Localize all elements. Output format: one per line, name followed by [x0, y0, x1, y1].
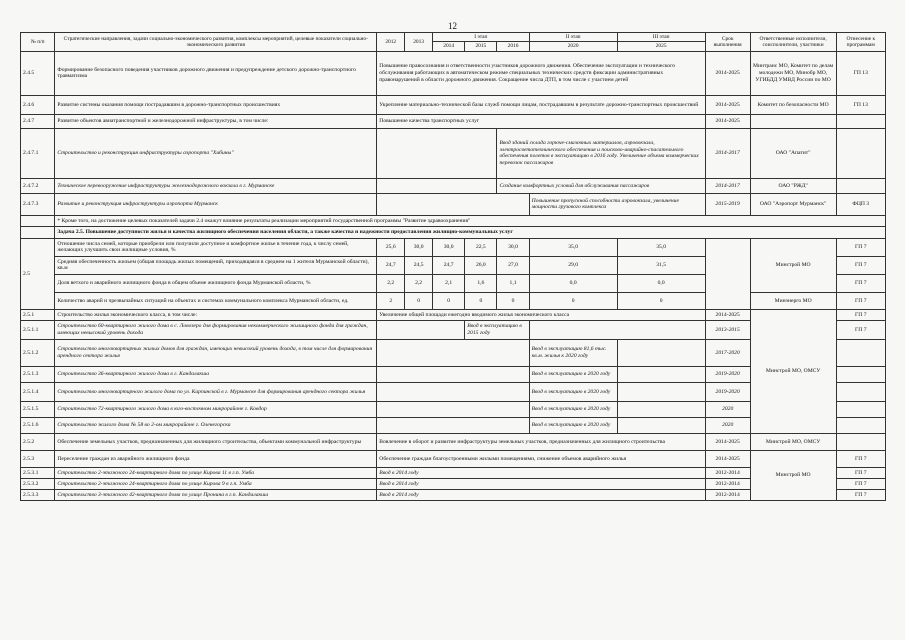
row-description: Укрепление материально-технической базы служб помощи лицам, пострадавшим в результате дорожно-транспортных происшествий — [377, 95, 705, 114]
row-name: Строительство жилого дома № 58 во 2-ом микрорайоне г. Оленегорска — [55, 417, 377, 433]
row-program: ГП 7 — [836, 489, 885, 500]
row-program: ГП 7 — [836, 320, 885, 339]
task-heading: Задача 2.5. Повышение доступности жилья и качества жилищного обеспечения населения области, а также качества и надежности предоставления жилищно-коммунальных услуг — [55, 226, 886, 238]
row-term: 2014-2025 — [705, 433, 750, 450]
row-name: Строительство жилья экономического класса, в том числе: — [55, 309, 377, 320]
value-2012: 24,7 — [377, 256, 405, 274]
row-number: 2.5.1.6 — [21, 417, 55, 433]
value-2025: 0,0 — [617, 274, 705, 292]
header-2013: 2013 — [405, 33, 433, 52]
page-number: 12 — [448, 21, 457, 31]
header-stage-2: II этап — [529, 33, 617, 42]
row-term: 2014-2025 — [705, 51, 750, 95]
row-description: Ввод в 2014 году — [377, 478, 705, 489]
row-term: 2019-2020 — [705, 366, 750, 382]
header-2015: 2015 — [465, 42, 497, 51]
row-description: Ввод в эксплуатацию в 2020 году — [529, 366, 617, 382]
table-row — [21, 95, 886, 114]
value-2014: 30,0 — [433, 238, 465, 256]
row-program: ГП 7 — [836, 478, 885, 489]
row-program: ГП 7 — [836, 309, 885, 320]
row-number: 2.5.3.1 — [21, 467, 55, 478]
row-description: Ввод в эксплуатацию в 2020 году — [529, 382, 617, 401]
row-term: 2012-2014 — [705, 478, 750, 489]
row-term: 2019-2020 — [705, 382, 750, 401]
row-name: Строительство 72-квартирного жилого дома в юго-восточном микрорайоне г. Ковдор — [55, 401, 377, 417]
value-2020: 35,0 — [529, 238, 617, 256]
row-program: ГП 7 — [836, 274, 885, 292]
header-2020: 2020 — [529, 42, 617, 51]
row-number: 2.5.1.2 — [21, 339, 55, 366]
row-program: ГП 13 — [836, 95, 885, 114]
row-name: Формирование безопасного поведения участников дорожного движения и предупреждение детского дорожно-транспортного травматизма — [55, 51, 377, 95]
table-row — [21, 114, 886, 128]
value-2013: 30,0 — [405, 238, 433, 256]
row-name: Строительство 2-этажного 24-квартирного дома по улице Кирова 9 в г.п. Умба — [55, 478, 377, 489]
table-row — [21, 450, 886, 467]
table-row — [21, 128, 886, 178]
plan-table — [20, 32, 886, 501]
row-description: Ввод зданий склада горюче-смазочных материалов, аэровокзала, электросветотехнического обеспечения и поисково-аварийно-спасательного обеспечения полетов в эксплуатацию в 2016 году. Увеличение объема коммерческих перевозок пассажиров — [497, 128, 705, 178]
row-program: ГП 7 — [836, 238, 885, 256]
row-description: Ввод в 2014 году — [377, 467, 705, 478]
header-responsible: Ответственные исполнители, соисполнители, участники — [750, 33, 836, 52]
footnote: * Кроме того, на достижение целевых показателей задачи 2.4 окажут влияние результаты реализации мероприятий государственной программы "Развитие здравоохранения" — [55, 215, 886, 226]
row-program: ГП 7 — [836, 467, 885, 478]
value-2014: 0 — [433, 292, 465, 309]
row-term: 2014-2025 — [705, 114, 750, 128]
row-term: 2015-2019 — [705, 193, 750, 215]
row-responsible: ОАО "Аэропорт Мурманск" — [750, 193, 836, 215]
row-term: 2017-2020 — [705, 339, 750, 366]
row-program: ГП 7 — [836, 256, 885, 274]
row-description: Ввод в эксплуатацию в 2020 году — [529, 401, 617, 417]
table-row — [21, 51, 886, 95]
row-term: 2013-2015 — [705, 320, 750, 339]
header-term: Срок выполнения — [705, 33, 750, 52]
row-name: Строительство 36-квартирного жилого дома в г. Кандалакша — [55, 366, 377, 382]
row-name: Развитие объектов авиатранспортной и железнодорожной инфраструктуры, в том числе: — [55, 114, 377, 128]
value-2013: 0 — [405, 292, 433, 309]
row-responsible: Минстрой МО, ОМСУ — [750, 433, 836, 450]
value-2013: 24,5 — [405, 256, 433, 274]
header-stage-1: I этап — [433, 33, 530, 42]
row-term: 2012-2014 — [705, 467, 750, 478]
row-description: Вовлечение в оборот и развитие инфраструктуры земельных участков, предназначенных для жилищного строительства — [377, 433, 705, 450]
value-2025: 35,0 — [617, 238, 705, 256]
row-number: 2.5.2 — [21, 433, 55, 450]
note-row — [21, 215, 886, 226]
row-number: 2.5.1.5 — [21, 401, 55, 417]
row-description: Повышение качества транспортных услуг — [377, 114, 705, 128]
row-number: 2.5.1 — [21, 309, 55, 320]
row-responsible: Минстрой МО, ОМСУ — [750, 309, 836, 433]
value-2013: 2,2 — [405, 274, 433, 292]
row-name: Строительство 60-квартирного жилого дома в с. Ловозеро для формирования некоммерческого жилищного фонда для граждан, имеющих невысокий уровень дохода — [55, 320, 377, 339]
value-2016: 0 — [497, 292, 529, 309]
indicator-name: Доля ветхого и аварийного жилищного фонда в общем объеме жилищного фонда Мурманской области, % — [55, 274, 377, 292]
row-name: Развитие системы оказания помощи пострадавшим в дорожно-транспортных происшествиях — [55, 95, 377, 114]
table-row — [21, 193, 886, 215]
row-number: 2.5 — [21, 238, 55, 309]
row-term: 2014-2025 — [705, 95, 750, 114]
row-name: Строительство многоквартирного жилого дома по ул. Карпинской в г. Мурманске для формирования арендного сектора жилья — [55, 382, 377, 401]
header-direction: Стратегические направления, задачи социально-экономического развития, комплексы мероприятий, целевые показатели социально-экономического развития — [55, 33, 377, 52]
value-2016: 30,0 — [497, 238, 529, 256]
indicator-name: Количество аварий и чрезвычайных ситуаций на объектах и системах коммунального комплекса Мурманской области, ед. — [55, 292, 377, 309]
row-description: Повышение правосознания и ответственности участников дорожного движения. Обеспечение эксплуатации и технического обслуживания работающих в автоматическом режиме специальных технических средств фиксации административных правонарушений в области дорожного движения. Сокращение числа ДТП, в том числе с участием детей — [377, 51, 705, 95]
header-2012: 2012 — [377, 33, 405, 52]
row-name: Строительство 2-этажного 24-квартирного дома по улице Кирова 11 в г.п. Умба — [55, 467, 377, 478]
row-description: Ввод в эксплуатацию 81,6 тыс. кв.м. жилья к 2020 году — [529, 339, 617, 366]
row-term: 2014-2017 — [705, 178, 750, 193]
row-responsible: ОАО "Апатит" — [750, 128, 836, 178]
row-number: 2.4.5 — [21, 51, 55, 95]
task-row — [21, 226, 886, 238]
value-2015: 1,6 — [465, 274, 497, 292]
value-2014: 2,1 — [433, 274, 465, 292]
row-responsible: Минстрой МО — [750, 238, 836, 292]
indicator-row — [21, 292, 886, 309]
indicator-name: Средняя обеспеченность жильем (общая площадь жилых помещений, приходящаяся в среднем на 1 жителя Мурманской области), кв.м — [55, 256, 377, 274]
row-number: 2.4.6 — [21, 95, 55, 114]
row-responsible: ОАО "РЖД" — [750, 178, 836, 193]
indicator-row — [21, 238, 886, 256]
row-term: 2014-2025 — [705, 309, 750, 320]
value-2012: 2,2 — [377, 274, 405, 292]
row-number: 2.5.1.1 — [21, 320, 55, 339]
table-row — [21, 309, 886, 320]
row-program: ГП 7 — [836, 450, 885, 467]
value-2015: 22,5 — [465, 238, 497, 256]
row-description: Ввод в 2014 году — [377, 489, 705, 500]
value-2016: 27,0 — [497, 256, 529, 274]
value-2014: 24,7 — [433, 256, 465, 274]
table-row — [21, 433, 886, 450]
value-2020: 0 — [529, 292, 617, 309]
row-responsible: Минстрой МО — [750, 450, 836, 500]
row-description: Повышение пропускной способности аэровокзала, увеличение мощности грузового комплекса — [529, 193, 705, 215]
row-program: ГП 13 — [836, 51, 885, 95]
value-2020: 0,0 — [529, 274, 617, 292]
row-description: Ввод в эксплуатацию в 2020 году — [529, 417, 617, 433]
row-term: 2012-2014 — [705, 489, 750, 500]
row-responsible: Минэнерго МО — [750, 292, 836, 309]
row-number: 2.5.3.3 — [21, 489, 55, 500]
row-program: ГП 7 — [836, 292, 885, 309]
row-number: 2.4.7.2 — [21, 178, 55, 193]
indicator-name: Отношение числа семей, которые приобрели или получили доступное и комфортное жилье в течение года, к числу семей, желающих улучшить свои жилищные условия, % — [55, 238, 377, 256]
row-responsible: Комитет по безопасности МО — [750, 95, 836, 114]
value-2012: 2 — [377, 292, 405, 309]
table-row — [21, 178, 886, 193]
row-number: 2.5.1.4 — [21, 382, 55, 401]
row-term: 2014-2025 — [705, 450, 750, 467]
row-description: Увеличение общей площади ежегодно вводимого жилья экономического класса — [377, 309, 705, 320]
value-2025: 0 — [617, 292, 705, 309]
header-2014: 2014 — [433, 42, 465, 51]
row-term: 2020 — [705, 417, 750, 433]
row-name: Строительство многоквартирных жилых домов для граждан, имеющих невысокий уровень дохода, в том числе для формирования арендного сектора жилья — [55, 339, 377, 366]
row-number: 2.5.3 — [21, 450, 55, 467]
row-program: ФЦП 3 — [836, 193, 885, 215]
row-description: Ввод в эксплуатацию в 2015 году — [465, 320, 529, 339]
row-name: Переселение граждан из аварийного жилищного фонда — [55, 450, 377, 467]
row-number: 2.4.7.1 — [21, 128, 55, 178]
row-description: Создание комфортных условий для обслуживания пассажиров — [497, 178, 705, 193]
row-number: 2.4.7 — [21, 114, 55, 128]
row-number: 2.4.7.3 — [21, 193, 55, 215]
header-stage-3: III этап — [617, 33, 705, 42]
row-description: Обеспечение граждан благоустроенными жилыми помещениями, снижение объемов аварийного жилья — [377, 450, 705, 467]
row-term: 2014-2017 — [705, 128, 750, 178]
row-name: Обеспечение земельных участков, предназначенных для жилищного строительства, объектами коммунальной инфраструктуры — [55, 433, 377, 450]
header-row — [21, 33, 886, 42]
value-2016: 1,1 — [497, 274, 529, 292]
row-number: 2.5.3.2 — [21, 478, 55, 489]
header-2025: 2025 — [617, 42, 705, 51]
row-name: Техническое перевооружение инфраструктуры железнодорожного вокзала в г. Мурманске — [55, 178, 377, 193]
row-term: 2020 — [705, 401, 750, 417]
row-name: Строительство 3-этажного 42-квартирного дома по улице Пронина в г.п. Кандалакша — [55, 489, 377, 500]
value-2012: 25,6 — [377, 238, 405, 256]
row-name: Развитие и реконструкция инфраструктуры аэропорта Мурманск — [55, 193, 377, 215]
row-name: Строительство и реконструкция инфраструктуры аэропорта "Хибины" — [55, 128, 377, 178]
row-number: 2.5.1.3 — [21, 366, 55, 382]
value-2025: 31,5 — [617, 256, 705, 274]
header-program: Отнесение к программам — [836, 33, 885, 52]
row-responsible: Минтранс МО, Комитет по делам молодежи МО, Минобр МО, УГИБДД УМВД России по МО — [750, 51, 836, 95]
header-num: № п/п — [21, 33, 55, 52]
value-2015: 0 — [465, 292, 497, 309]
value-2015: 26,0 — [465, 256, 497, 274]
header-2016: 2016 — [497, 42, 529, 51]
value-2020: 29,0 — [529, 256, 617, 274]
